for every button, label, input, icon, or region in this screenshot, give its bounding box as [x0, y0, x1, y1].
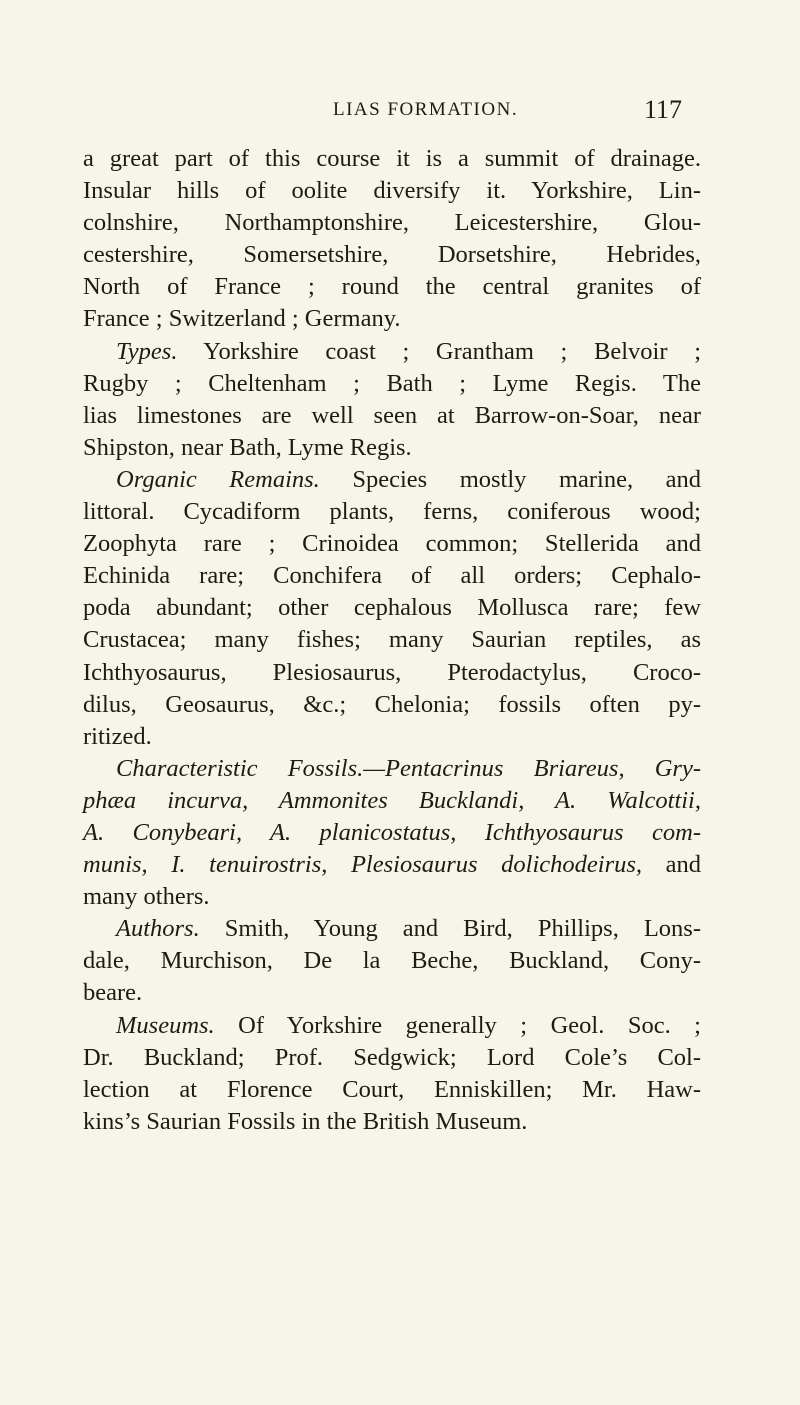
text-line: littoral. Cycadiform plants, ferns, coniferous wood; — [83, 498, 701, 526]
text-line: munis, I. tenuirostris, Plesiosaurus dolichodeirus, and — [83, 851, 701, 879]
text-line: A. Conybeari, A. planicostatus, Ichthyosaurus com- — [83, 818, 701, 846]
text-line: lias limestones are well seen at Barrow-on-Soar, near — [83, 401, 701, 429]
page-number: 117 — [644, 95, 683, 124]
text-line: Dr. Buckland; Prof. Sedgwick; Lord Cole’s Col- — [83, 1043, 701, 1071]
text-line: phæa incurva, Ammonites Bucklandi, A. Walcottii, — [83, 786, 701, 814]
text-line: North of France ; round the central granites of — [83, 273, 701, 301]
museums-paragraph-start: Museums. Of Yorkshire generally ; Geol. Soc. ; — [116, 1011, 701, 1039]
text-line: Ichthyosaurus, Plesiosaurus, Pterodactylus, Croco- — [83, 658, 701, 686]
text-line: dale, Murchison, De la Beche, Buckland, Cony- — [83, 947, 701, 975]
text-line: cestershire, Somersetshire, Dorsetshire, Hebrides, — [83, 241, 701, 269]
text-line: lection at Florence Court, Enniskillen; Mr. Haw- — [83, 1075, 701, 1103]
authors-paragraph-start: Authors. Smith, Young and Bird, Phillips, Lons- — [116, 915, 701, 943]
text-line: many others. — [83, 883, 210, 911]
characteristic-fossils-paragraph-start: Characteristic Fossils.—Pentacrinus Briareus, Gry- — [116, 754, 701, 782]
text-line: a great part of this course it is a summit of drainage. — [83, 145, 701, 172]
text-line: Echinida rare; Conchifera of all orders; Cephalo- — [83, 562, 701, 590]
text-line: ritized. — [83, 722, 152, 750]
characteristic-fossils-label: Characteristic Fossils. — [116, 754, 364, 782]
authors-label: Authors. — [116, 915, 200, 943]
text-line: France ; Switzerland ; Germany. — [83, 305, 401, 333]
text-line: dilus, Geosaurus, &c.; Chelonia; fossils often py- — [83, 690, 701, 718]
text-line: Zoophyta rare ; Crinoidea common; Stellerida and — [83, 530, 701, 558]
text-line: Insular hills of oolite diversify it. Yorkshire, Lin- — [83, 177, 701, 205]
running-head — [0, 95, 800, 125]
museums-label: Museums. — [116, 1011, 215, 1039]
organic-remains-paragraph-start: Organic Remains. Species mostly marine, and — [116, 465, 701, 493]
text-line: Crustacea; many fishes; many Saurian reptiles, as — [83, 626, 701, 654]
text-line: Shipston, near Bath, Lyme Regis. — [83, 433, 412, 461]
text-line: colnshire, Northamptonshire, Leicestershire, Glou- — [83, 209, 701, 237]
running-title: LIAS FORMATION. — [333, 99, 519, 120]
text-line: Rugby ; Cheltenham ; Bath ; Lyme Regis. The — [83, 369, 701, 397]
body-text — [83, 143, 701, 1138]
text-line: beare. — [83, 979, 143, 1007]
text-line: kins’s Saurian Fossils in the British Museum. — [83, 1107, 528, 1135]
organic-remains-label: Organic Remains. — [116, 465, 320, 493]
types-label: Types. — [116, 337, 178, 365]
text-line: poda abundant; other cephalous Mollusca rare; few — [83, 594, 701, 622]
types-paragraph-start: Types. Yorkshire coast ; Grantham ; Belvoir ; — [116, 337, 701, 365]
